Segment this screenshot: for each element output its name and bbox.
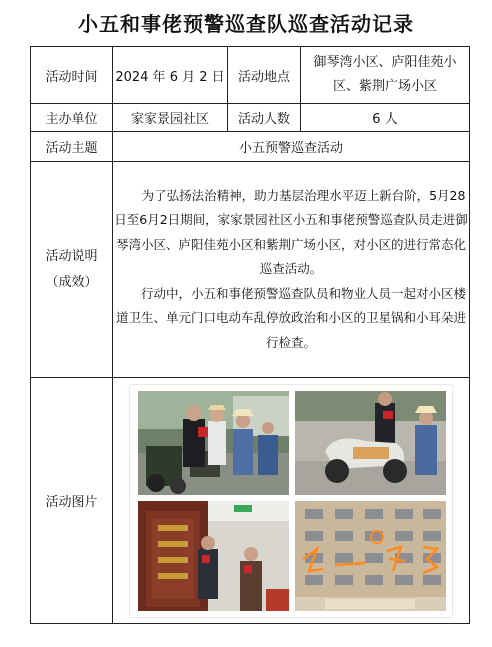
row-theme: [31, 132, 470, 162]
description-paragraph-1: 为了弘扬法治精神，助力基层治理水平迈上新台阶，5月28日至6月2日期间，家家景园社区小五和事佬预警巡查队员走进御琴湾小区、庐阳佳苑小区和紫荆广场小区，对小区的进行常态化巡查活动。: [114, 187, 468, 277]
label-desc-line-2: （成效）: [45, 274, 98, 290]
photo-stairwell-check: [138, 501, 289, 611]
record-table: [30, 46, 470, 624]
photo-building-facade: [295, 501, 446, 611]
value-time: 2024 年 6 月 2 日: [113, 47, 228, 104]
label-description: [31, 162, 113, 378]
photo-grid: [130, 385, 452, 617]
label-place: 活动地点: [228, 47, 301, 104]
photo-patrol-ebikes: [138, 391, 289, 495]
label-organizer: 主办单位: [31, 104, 113, 132]
row-description: [31, 162, 470, 378]
description-paragraph-2: 行动中，小五和事佬预警巡查队员和物业人员一起对小区楼道卫生、单元门口电动车乱停放政治和小区的卫星锅和小耳朵进行检查。: [115, 285, 466, 350]
row-organizer: [31, 104, 470, 132]
value-organizer: 家家景园社区: [113, 104, 228, 132]
row-photos: [31, 378, 470, 624]
page-title: 小五和事佬预警巡查队巡查活动记录: [78, 12, 414, 36]
place-line-1: 御琴湾小区、庐阳佳苑小: [313, 55, 457, 70]
photo-cell: [113, 378, 470, 624]
label-photos: 活动图片: [31, 378, 113, 624]
label-theme: 活动主题: [31, 132, 113, 162]
photo-inspect-scooter: [295, 391, 446, 495]
place-line-2: 区、紫荆广场小区: [332, 79, 437, 94]
label-desc-line-1: 活动说明: [45, 248, 98, 264]
value-theme: 小五预警巡查活动: [113, 132, 470, 162]
row-time-place: [31, 47, 470, 104]
value-place: [301, 47, 470, 104]
label-count: 活动人数: [228, 104, 301, 132]
value-count: 6 人: [301, 104, 470, 132]
label-time: 活动时间: [31, 47, 113, 104]
description-text: [113, 162, 470, 378]
